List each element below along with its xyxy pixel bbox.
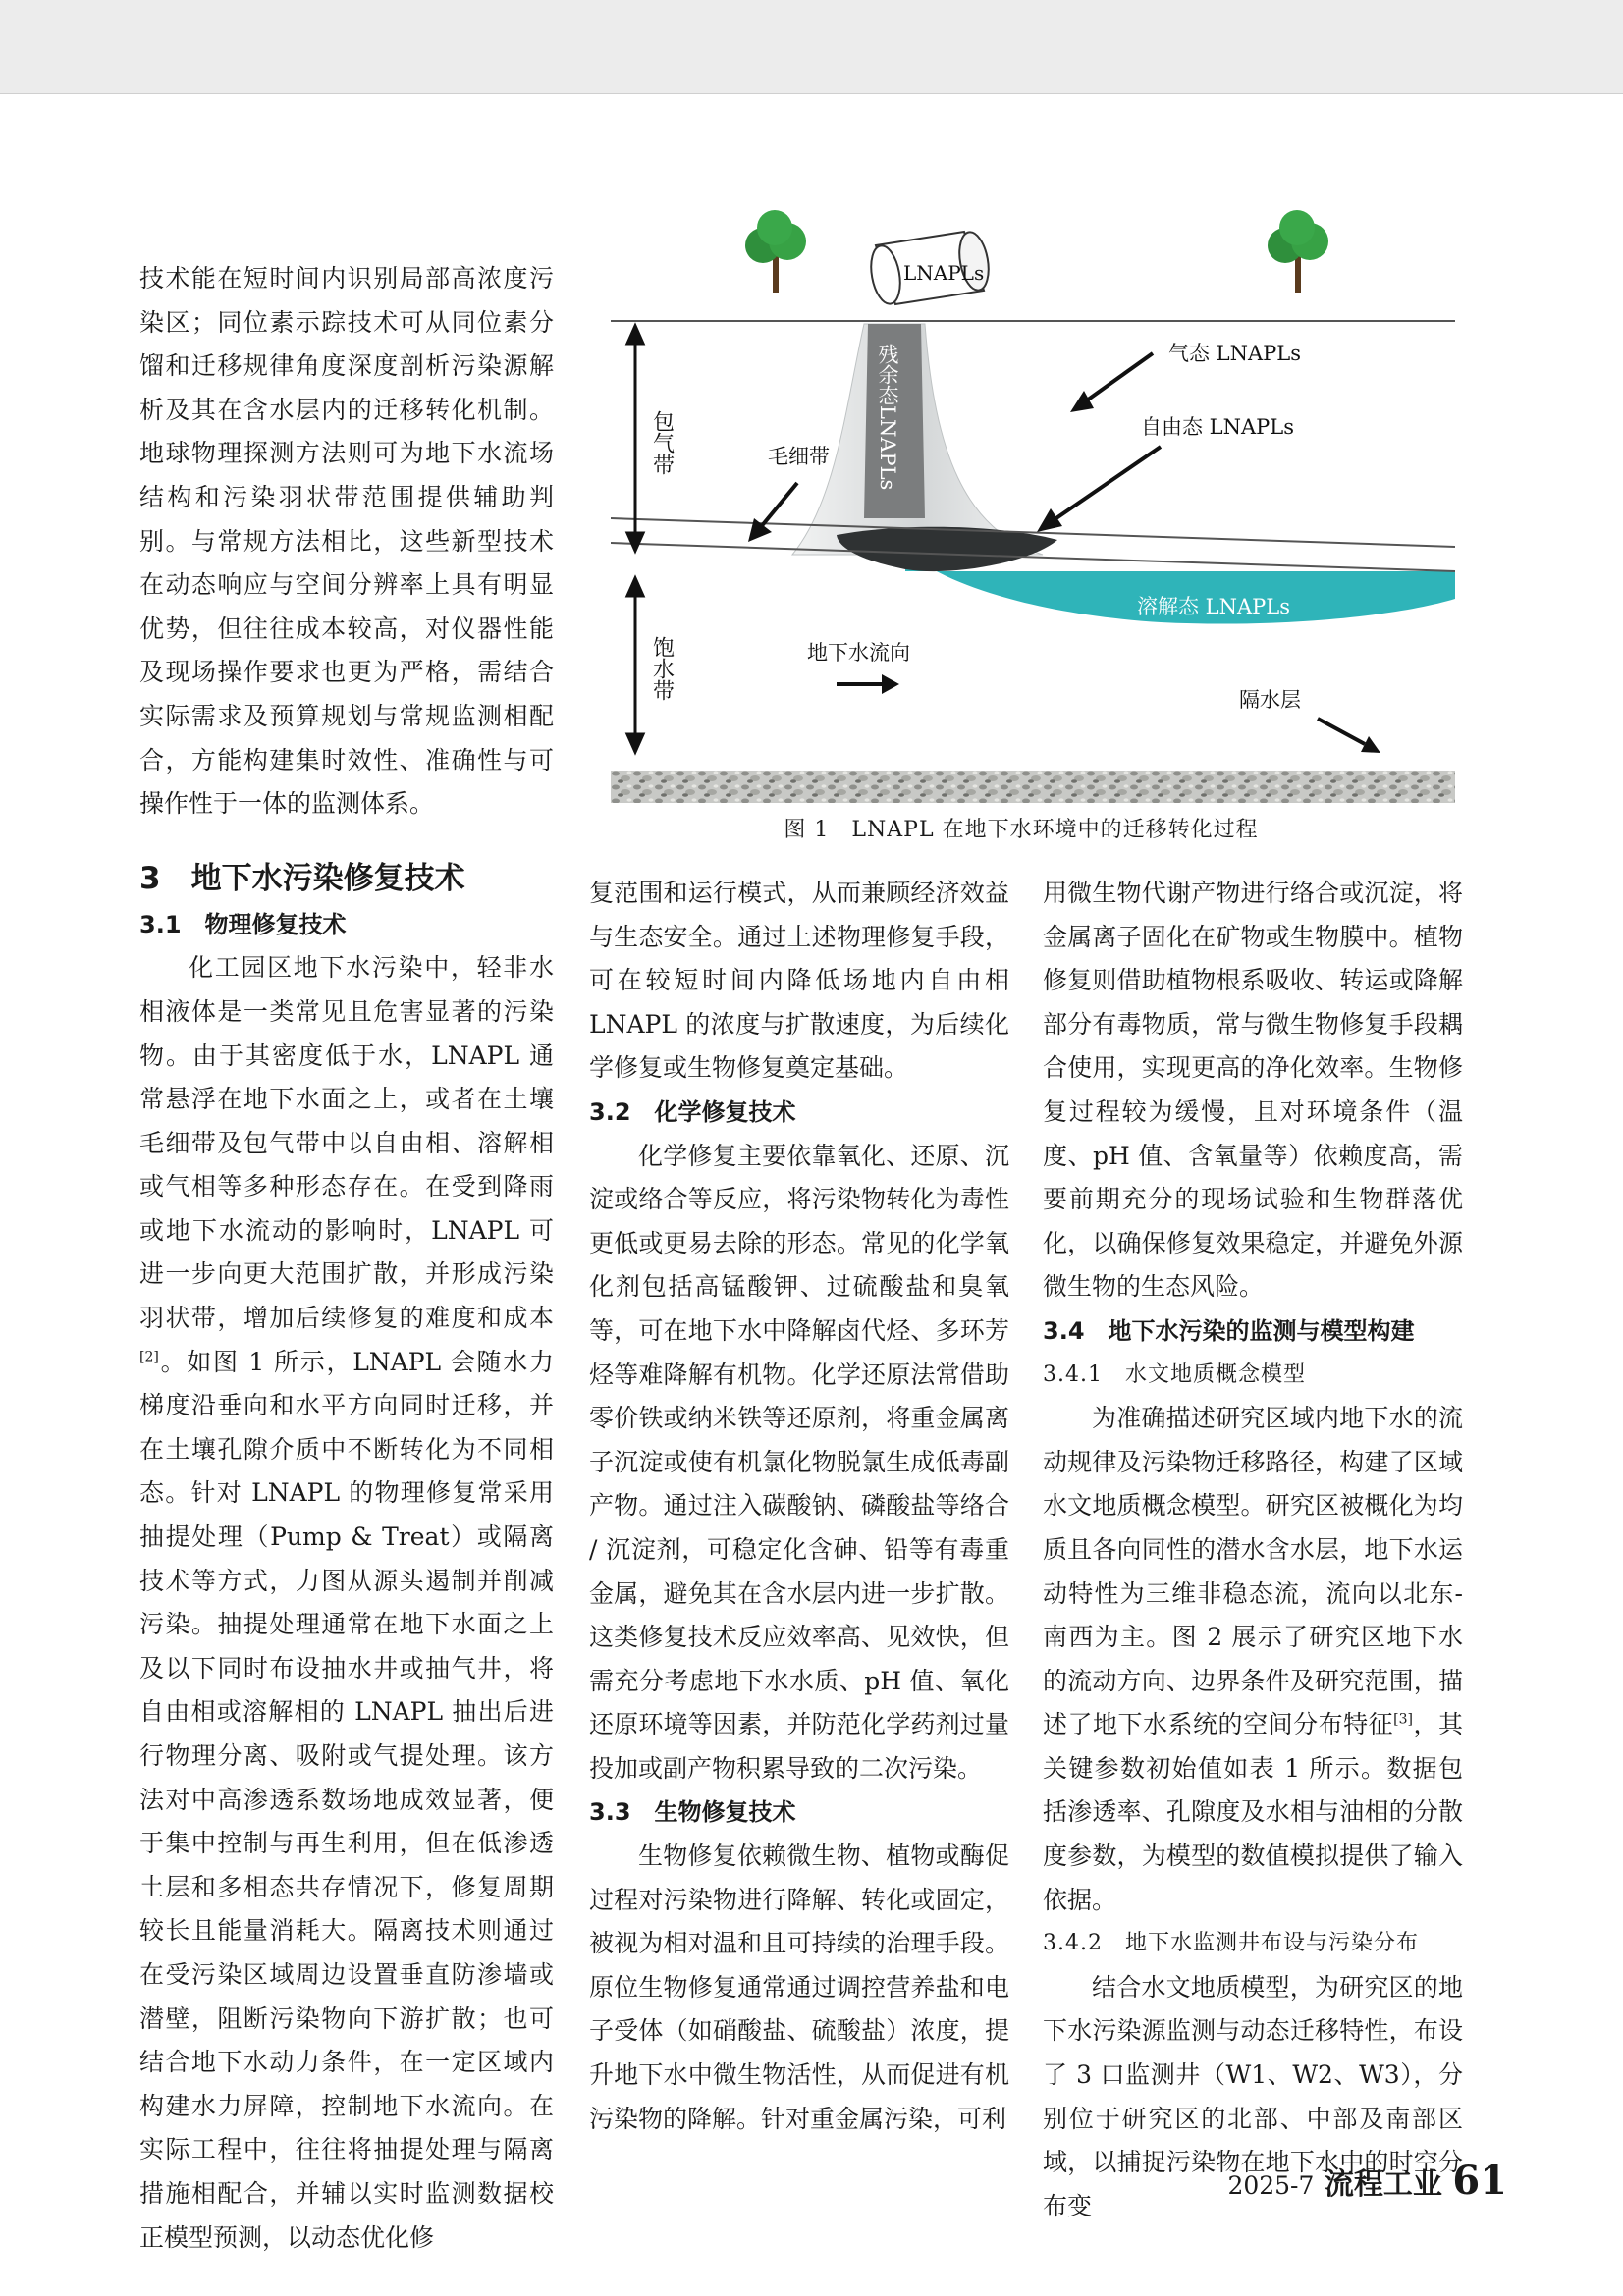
paragraph-3-4-1-part-b: ，其关键参数初始值如表 1 所示。数据包括渗透率、孔隙度及水相与油相的分散度参数，为模型的数值模拟提供了输入依据。 <box>1043 1710 1463 1914</box>
paragraph-3-4-1 <box>1043 1397 1463 1922</box>
label-capillary: 毛细带 <box>768 445 830 468</box>
label-vadose: 包气带 <box>649 410 675 475</box>
paragraph-3-1-continued: 复范围和运行模式，从而兼顾经济效益与生态安全。通过上述物理修复手段，可在较短时间内降低场地内自由相 LNAPL 的浓度与扩散速度，为后续化学修复或生物修复奠定基础。 <box>589 879 1009 1083</box>
paragraph-3-2: 化学修复主要依靠氧化、还原、沉淀或络合等反应，将污染物转化为毒性更低或更易去除的形态。常见的化学氧化剂包括高锰酸钾、过硫酸盐和臭氧等，可在地下水中降解卤代烃、多环芳烃等难降解有机物。化学还原法常借助零价铁或纳米铁等还原剂，将重金属离子沉淀或使有机氯化物脱氯生成低毒副产物。通过注入碳酸钠、磷酸盐等络合 / 沉淀剂，可稳定化含砷、铅等有毒重金属，避免其在含水层内进一步扩散。这类修复技术反应效率高、见效快，但需充分考虑地下水水质、pH 值、氧化还原环境等因素，并防范化学药剂过量投加或副产物积累导致的二次污染。 <box>589 1141 1009 1783</box>
vapor-arrow <box>1070 353 1153 412</box>
paragraph-3-3-continued: 用微生物代谢产物进行络合或沉淀，将金属离子固化在矿物或生物膜中。植物修复则借助植物根系吸收、转运或降解部分有毒物质，常与微生物修复手段耦合使用，实现更高的净化效率。生物修复过程较为缓慢，且对环境条件（温度、pH 值、含氧量等）依赖度高，需要前期充分的现场试验和生物群落优化，以确保修复效果稳定，并避免外源微生物的生态风险。 <box>1043 879 1463 1302</box>
citation-2[interactable]: [2] <box>139 1349 159 1365</box>
page-number: 61 <box>1452 2158 1507 2204</box>
section-3-4-heading: 3.4 地下水污染的监测与模型构建 <box>1043 1316 1415 1345</box>
flow-arrow <box>837 674 899 694</box>
middle-column <box>589 872 1009 2141</box>
paragraph-3-1 <box>139 946 554 2260</box>
section-3-2-heading: 3.2 化学修复技术 <box>589 1097 796 1126</box>
page-footer <box>1227 2158 1507 2204</box>
label-free: 自由态 LNAPLs <box>1141 415 1295 439</box>
label-saturated: 饱水带 <box>649 636 675 701</box>
label-residual: 残余态LNAPLs <box>876 344 899 491</box>
section-3-3-heading: 3.3 生物修复技术 <box>589 1798 796 1827</box>
section-3-4-1-heading: 3.4.1 水文地质概念模型 <box>1043 1362 1306 1387</box>
figure-1-caption: 图 1 LNAPL 在地下水环境中的迁移转化过程 <box>784 818 1259 842</box>
citation-3[interactable]: [3] <box>1393 1711 1413 1728</box>
footer-journal: 流程工业 <box>1324 2167 1442 2202</box>
label-dissolved: 溶解态 LNAPLs <box>1137 595 1291 618</box>
footer-issue: 2025-7 <box>1227 2171 1315 2200</box>
label-aquitard: 隔水层 <box>1239 688 1301 712</box>
left-column <box>139 257 554 2260</box>
tree-right-icon <box>1268 210 1328 293</box>
right-column <box>1043 872 1463 2228</box>
free-arrow <box>1037 447 1161 532</box>
free-phase-lens-shape <box>837 527 1057 571</box>
aquitard-layer <box>611 771 1455 803</box>
capillary-arrow <box>748 483 797 542</box>
paragraph-3-4-1-part-a: 为准确描述研究区域内地下水的流动规律及污染物迁移路径，构建了区域水文地质概念模型。研究区被概化为均质且各向同性的潜水含水层，地下水运动特性为三维非稳态流，流向以北东-南西为主。图 2 展示了研究区地下水的流动方向、边界条件及研究范围，描述了地下水系统的空间分布特征 <box>1043 1404 1463 1739</box>
paragraph-3-1-part-a: 化工园区地下水污染中，轻非水相液体是一类常见且危害显著的污染物。由于其密度低于水，LNAPL 通常悬浮在地下水面之上，或者在土壤毛细带及包气带中以自由相、溶解相或气相等多种形态存在。在受到降雨或地下水流动的影响时，LNAPL 可进一步向更大范围扩散，并形成污染羽状带，增加后续修复的难度和成本 <box>139 953 554 1333</box>
paragraph-3-1-part-b: 。如图 1 所示，LNAPL 会随水力梯度沿垂向和水平方向同时迁移，并在土壤孔隙介质中不断转化为不同相态。针对 LNAPL 的物理修复常采用抽提处理（Pump & Treat）或隔离技术等方式，力图从源头遏制并削减污染。抽提处理通常在地下水面之上及以下同时布设抽水井或抽气井，将自由相或溶解相的 LNAPL 抽出后进行物理分离、吸附或气提处理。该方法对中高渗透系数场地成效显著，便于集中控制与再生利用，但在低渗透土层和多相态共存情况下，修复周期较长且能量消耗大。隔离技术则通过在受污染区域周边设置垂直防渗墙或潜壁，阻断污染物向下游扩散；也可结合地下水动力条件，在一定区域内构建水力屏障，控制地下水流向。在实际工程中，往往将抽提处理与隔离措施相配合，并辅以实时监测数据校正模型预测，以动态优化修 <box>139 1347 554 2252</box>
section-3-1-heading: 3.1 物理修复技术 <box>139 910 347 938</box>
page-header-band <box>0 0 1623 94</box>
aquitard-arrow <box>1318 719 1380 753</box>
saturated-zone-arrow <box>627 578 643 752</box>
figure-1 <box>611 206 1455 803</box>
label-vapor: 气态 LNAPLs <box>1168 342 1302 365</box>
section-3-4-2-heading: 3.4.2 地下水监测井布设与污染分布 <box>1043 1931 1419 1956</box>
paragraph-3-4-2: 结合水文地质模型，为研究区的地下水污染源监测与动态迁移特性，布设了 3 口监测井（W1、W2、W3），分别位于研究区的北部、中部及南部区域，以捕捉污染物在地下水中的时空分布变 <box>1043 1972 1463 2220</box>
label-flow: 地下水流向 <box>807 641 910 665</box>
paragraph-3-3: 生物修复依赖微生物、植物或酶促过程对污染物进行降解、转化或固定，被视为相对温和且可持续的治理手段。原位生物修复通常通过调控营养盐和电子受体（如硝酸盐、硫酸盐）浓度，提升地下水中微生物活性，从而促进有机污染物的降解。针对重金属污染，可利 <box>589 1842 1009 2133</box>
lnapl-diagram <box>611 206 1455 803</box>
section-3-heading: 3 地下水污染修复技术 <box>139 860 465 896</box>
paragraph-intro: 技术能在短时间内识别局部高浓度污染区；同位素示踪技术可从同位素分馏和迁移规律角度深度剖析污染源解析及其在含水层内的迁移转化机制。地球物理探测方法则可为地下水流场结构和污染羽状带范围提供辅助判别。与常规方法相比，这些新型技术在动态响应与空间分辨率上具有明显优势，但往往成本较高，对仪器性能及现场操作要求也更为严格，需结合实际需求及预算规划与常规监测相配合，方能构建集时效性、准确性与可操作性于一体的监测体系。 <box>139 264 554 819</box>
vadose-zone-arrow <box>627 326 643 551</box>
tree-left-icon <box>745 210 806 293</box>
label-source: LNAPLs <box>903 261 985 285</box>
